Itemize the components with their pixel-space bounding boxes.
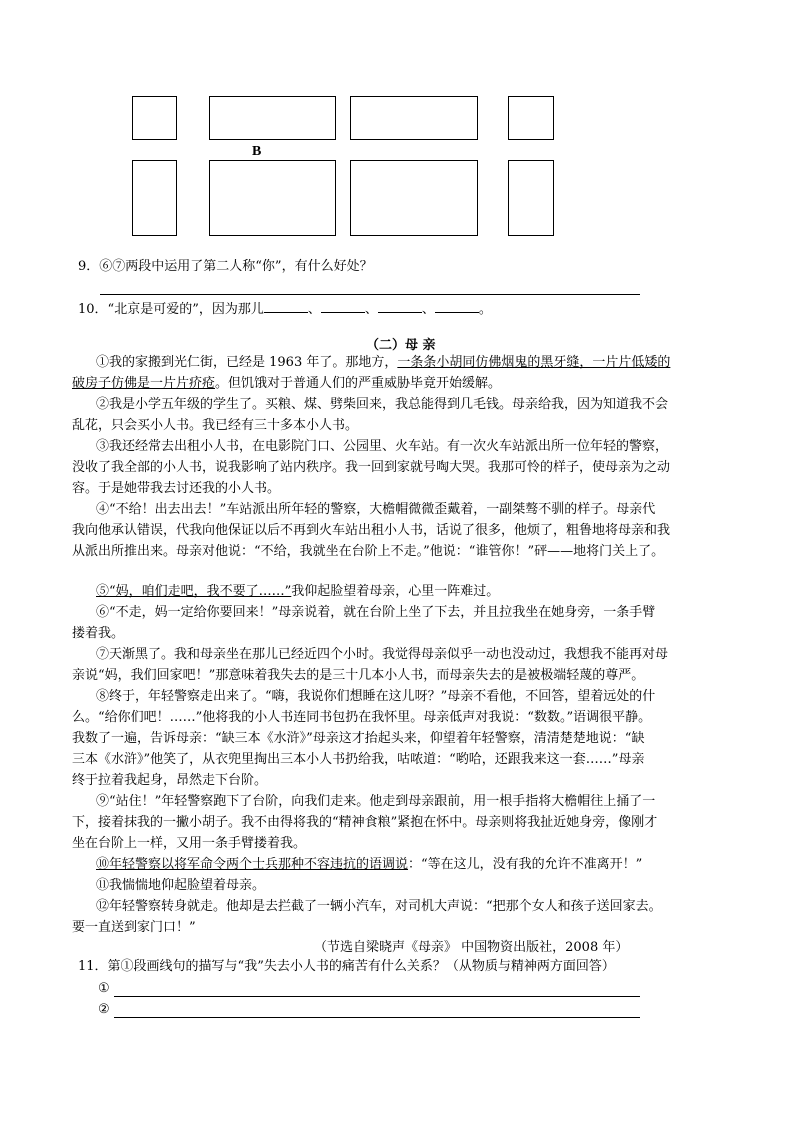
paragraph-7-line: 亲说“妈，我们回家吧！”那意味着我失去的是三十几本小人书，而母亲失去的是被极端轻蔑的尊严。 [72, 668, 645, 683]
text: 我仰起脸望着母亲，心里一阵难过。 [291, 584, 500, 599]
paragraph-9-line: ⑨“站住！”年轻警察跑下了台阶，向我们走来。他走到母亲跟前，用一根手指将大檐帽往上捅了一 [96, 794, 656, 809]
answer-line-q11-2[interactable] [114, 1017, 640, 1018]
map-block [508, 96, 554, 140]
paragraph-3-line: ③我还经常去出租小人书，在电影院门口、公园里、火车站。有一次火车站派出所一位年轻的警察， [96, 439, 669, 454]
blank-4[interactable] [435, 300, 479, 313]
map-block [132, 96, 177, 140]
underlined-text: ⑤“妈，咱们走吧，我不要了……” [96, 584, 292, 599]
text: 。但饥饿对于普通人们的严重威胁毕竟开始缓解。 [215, 376, 502, 391]
paragraph-3-line: 没收了我全部的小人书，说我影响了站内秩序。我一回到家就号啕大哭。我那可怜的样子，使母亲为之动 [72, 460, 671, 475]
paragraph-7-line: ⑦天渐黑了。我和母亲坐在那儿已经近四个小时。我觉得母亲似乎一动也没动过，我想我不能再对母 [96, 647, 669, 662]
question-10 [78, 300, 492, 319]
underlined-text: 破房子仿佛是一片片疥疮 [72, 376, 216, 391]
source-citation: （节选自梁晓声《母亲》 中国物资出版社，2008 年） [314, 940, 629, 955]
map-block [350, 160, 478, 236]
separator: 、 [307, 302, 321, 317]
paragraph-12-line: ⑫年轻警察转身就走。他却是去拦截了一辆小汽车，对司机大声说：“把那个女人和孩子送回家去。 [96, 899, 662, 914]
paragraph-10-line [96, 856, 642, 874]
paragraph-2-line: 乱花，只会买小人书。我已经有三十多本小人书。 [72, 418, 359, 433]
paragraph-8-line: ⑧终于，年轻警察走出来了。“嗨，我说你们想睡在这儿呀？”母亲不看他，不回答，望着远处的什 [96, 689, 656, 704]
paragraph-9-line: 下，接着抹我的一撇小胡子。我不由得将我的“精神食粮”紧抱在怀中。母亲则将我扯近她身旁，像刚才 [72, 815, 658, 830]
paragraph-1-line [72, 375, 501, 393]
blank-1[interactable] [264, 300, 308, 313]
answer-marker-1: ① [98, 981, 110, 996]
question-10-text: 10．“北京是可爱的”，因为那儿 [78, 302, 264, 317]
paragraph-2-line: ②我是小学五年级的学生了。买粮、煤、劈柴回来，我总能得到几毛钱。母亲给我，因为知道我不会 [96, 397, 669, 412]
paragraph-12-line: 要一直送到家门口！” [72, 920, 196, 935]
map-block [508, 160, 554, 236]
answer-line-q11-1[interactable] [114, 996, 640, 997]
paragraph-4-line: ④“不给！出去出去！”车站派出所年轻的警察，大檐帽微微歪戴着，一副桀骜不驯的样子。母亲代 [96, 502, 656, 517]
answer-line-q9[interactable] [100, 294, 640, 295]
map-block [132, 160, 177, 236]
paragraph-3-line: 容。于是她带我去讨还我的小人书。 [72, 481, 281, 496]
map-label-b: B [252, 144, 262, 159]
text: ①我的家搬到光仁街，已经是 1963 年了。那地方， [96, 355, 398, 370]
blank-2[interactable] [321, 300, 365, 313]
paragraph-4-line: 我向他承认错误，代我向他保证以后不再到火车站出租小人书，话说了很多，他烦了，粗鲁地将母亲和我 [72, 523, 671, 538]
separator: 、 [364, 302, 378, 317]
paragraph-5-line [96, 583, 499, 601]
separator: 、 [421, 302, 435, 317]
question-11: 11．第①段画线句的描写与“我”失去小人书的痛苦有什么关系？（从物质与精神两方面回答） [78, 959, 615, 974]
underlined-text: 一条条小胡同仿佛烟鬼的黑牙缝，一片片低矮的 [397, 355, 671, 370]
section-title: （二）母 亲 [366, 338, 436, 353]
text: ：“等在这儿，没有我的允许不准离开！” [408, 857, 643, 872]
paragraph-11-line: ⑪我惴惴地仰起脸望着母亲。 [96, 878, 266, 893]
question-9: 9．⑥⑦两段中运用了第二人称“你”，有什么好处？ [78, 259, 373, 274]
blank-3[interactable] [378, 300, 422, 313]
paragraph-6-line: 搂着我。 [72, 626, 125, 641]
paragraph-9-line: 坐在台阶上一样，又用一条手臂搂着我。 [72, 836, 307, 851]
period: 。 [478, 302, 492, 317]
street-map-diagram [132, 96, 554, 236]
paragraph-6-line: ⑥“不走，妈一定给你要回来！”母亲说着，就在台阶上坐了下去，并且拉我坐在她身旁，一条手臂 [96, 605, 656, 620]
paragraph-1-line [96, 354, 670, 372]
map-block [209, 96, 336, 140]
underlined-text: ⑩年轻警察以将军命令两个士兵那种不容违抗的语调说 [96, 857, 409, 872]
map-block [350, 96, 478, 140]
answer-marker-2: ② [98, 1002, 110, 1017]
paragraph-8-line: 我数了一遍，告诉母亲：“缺三本《水浒》”母亲这才抬起头来，仰望着年轻警察，清清楚楚地说：“缺 [72, 731, 645, 746]
paragraph-8-line: 三本《水浒》”他笑了，从衣兜里掏出三本小人书扔给我，咕哝道：“哟哈，还跟我来这一套……”母亲 [72, 752, 645, 767]
paragraph-8-line: 么。“给你们吧！……”他将我的小人书连同书包扔在我怀里。母亲低声对我说：“数数。”语调很平静。 [72, 710, 652, 725]
paragraph-4-line: 从派出所推出来。母亲对他说：“不给，我就坐在台阶上不走。”他说：“谁管你！”砰——地将门关上了。 [72, 544, 665, 559]
map-block [209, 160, 336, 236]
paragraph-8-line: 终于拉着我起身，昂然走下台阶。 [72, 773, 268, 788]
